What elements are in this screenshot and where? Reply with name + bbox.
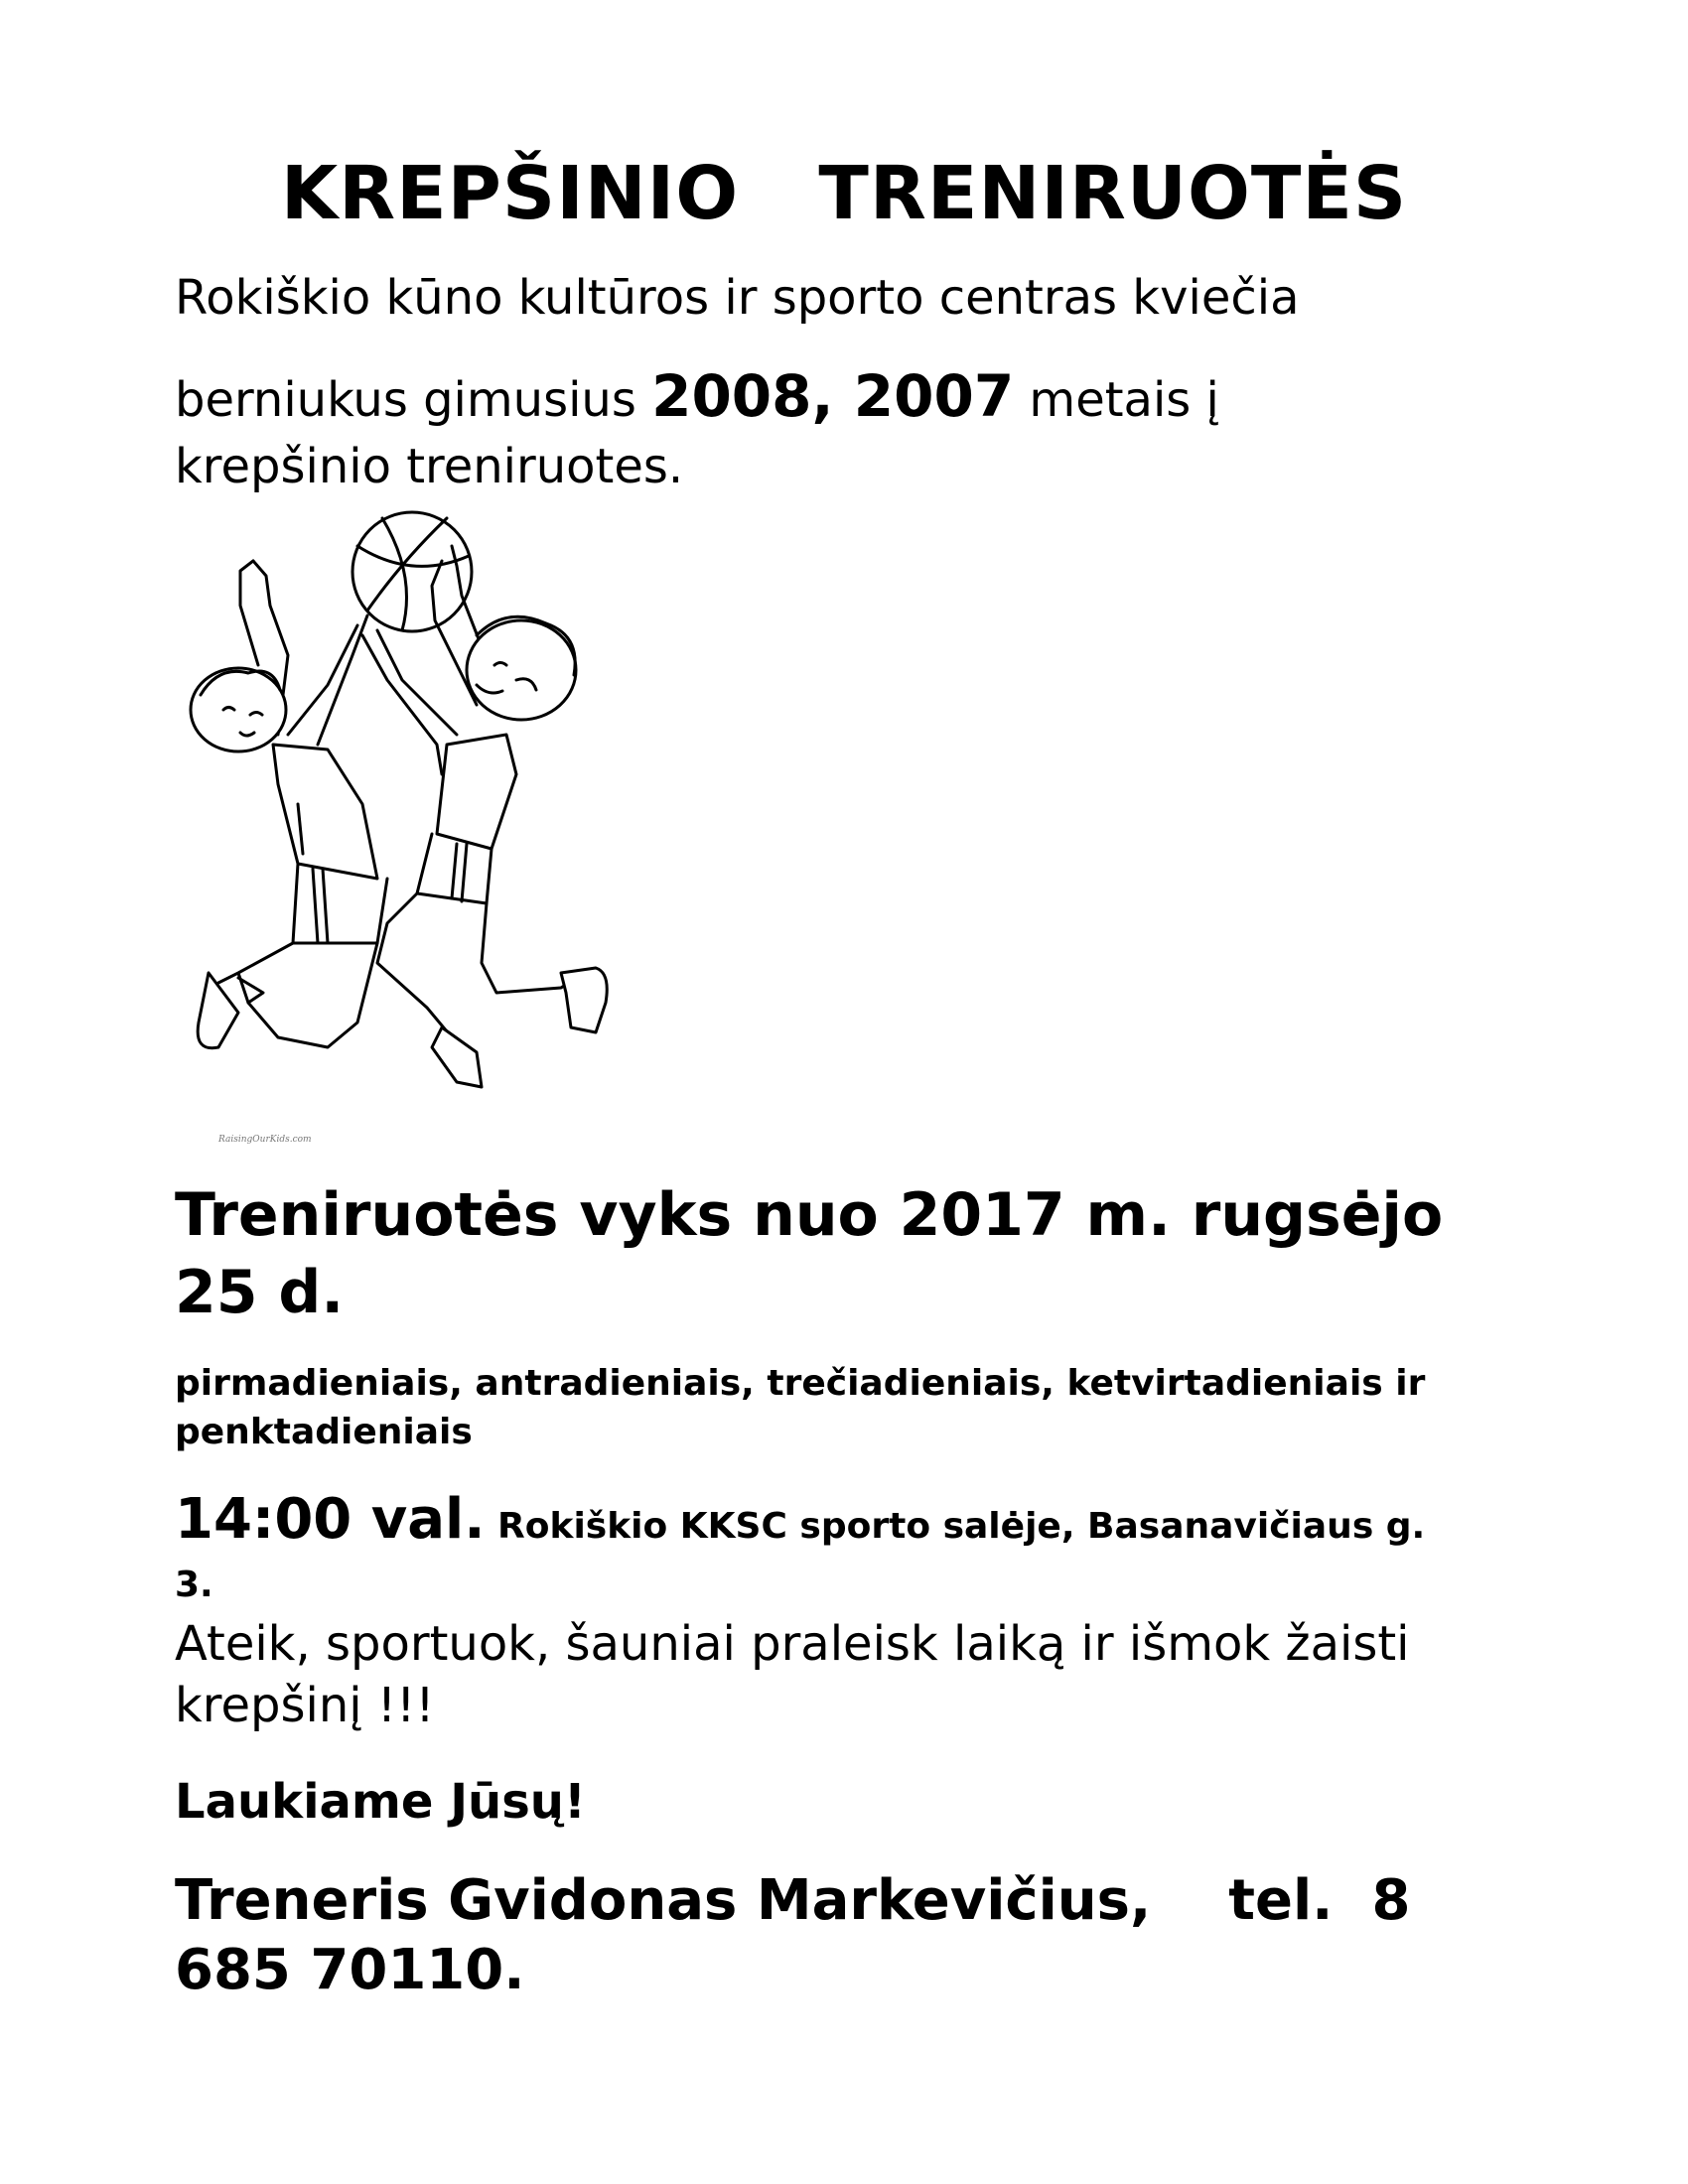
- intro-text-start: berniukus gimusius: [175, 372, 652, 428]
- intro-text-end: metais į krepšinio treniruotes.: [175, 372, 1219, 495]
- schedule-days: pirmadieniais, antradieniais, trečiadieniais, ketvirtadieniais ir penktadieniais: [175, 1363, 1426, 1452]
- schedule-start: Treniruotės vyks nuo 2017 m. rugsėjo 25 d.: [175, 1180, 1444, 1327]
- basketball-icon: [352, 512, 472, 631]
- intro-line: Rokiškio kūno kultūros ir sporto centras kviečia: [175, 270, 1300, 326]
- welcome-text: Laukiame Jūsų!: [175, 1774, 586, 1830]
- schedule-time: 14:00 val.: [175, 1487, 486, 1552]
- birth-years: 2008, 2007: [651, 362, 1015, 430]
- flyer-title: KREPŠINIO TRENIRUOTĖS: [280, 151, 1408, 236]
- coach-contact: Treneris Gvidonas Markevičius, tel. 8 685 70110.: [175, 1868, 1430, 2002]
- illustration-watermark: RaisingOurKids.com: [218, 1135, 312, 1145]
- left-boy-figure: [191, 561, 387, 1048]
- invitation-text: Ateik, sportuok, šauniai praleisk laiką ir išmok žaisti krepšinį !!!: [175, 1616, 1410, 1734]
- intro-paragraph: [175, 357, 1416, 499]
- schedule-time-place: [175, 1479, 1466, 1611]
- schedule-place: Rokiškio KKSC sporto salėje, Basanavičiaus g. 3.: [175, 1506, 1426, 1606]
- basketball-boys-illustration: [179, 506, 695, 1152]
